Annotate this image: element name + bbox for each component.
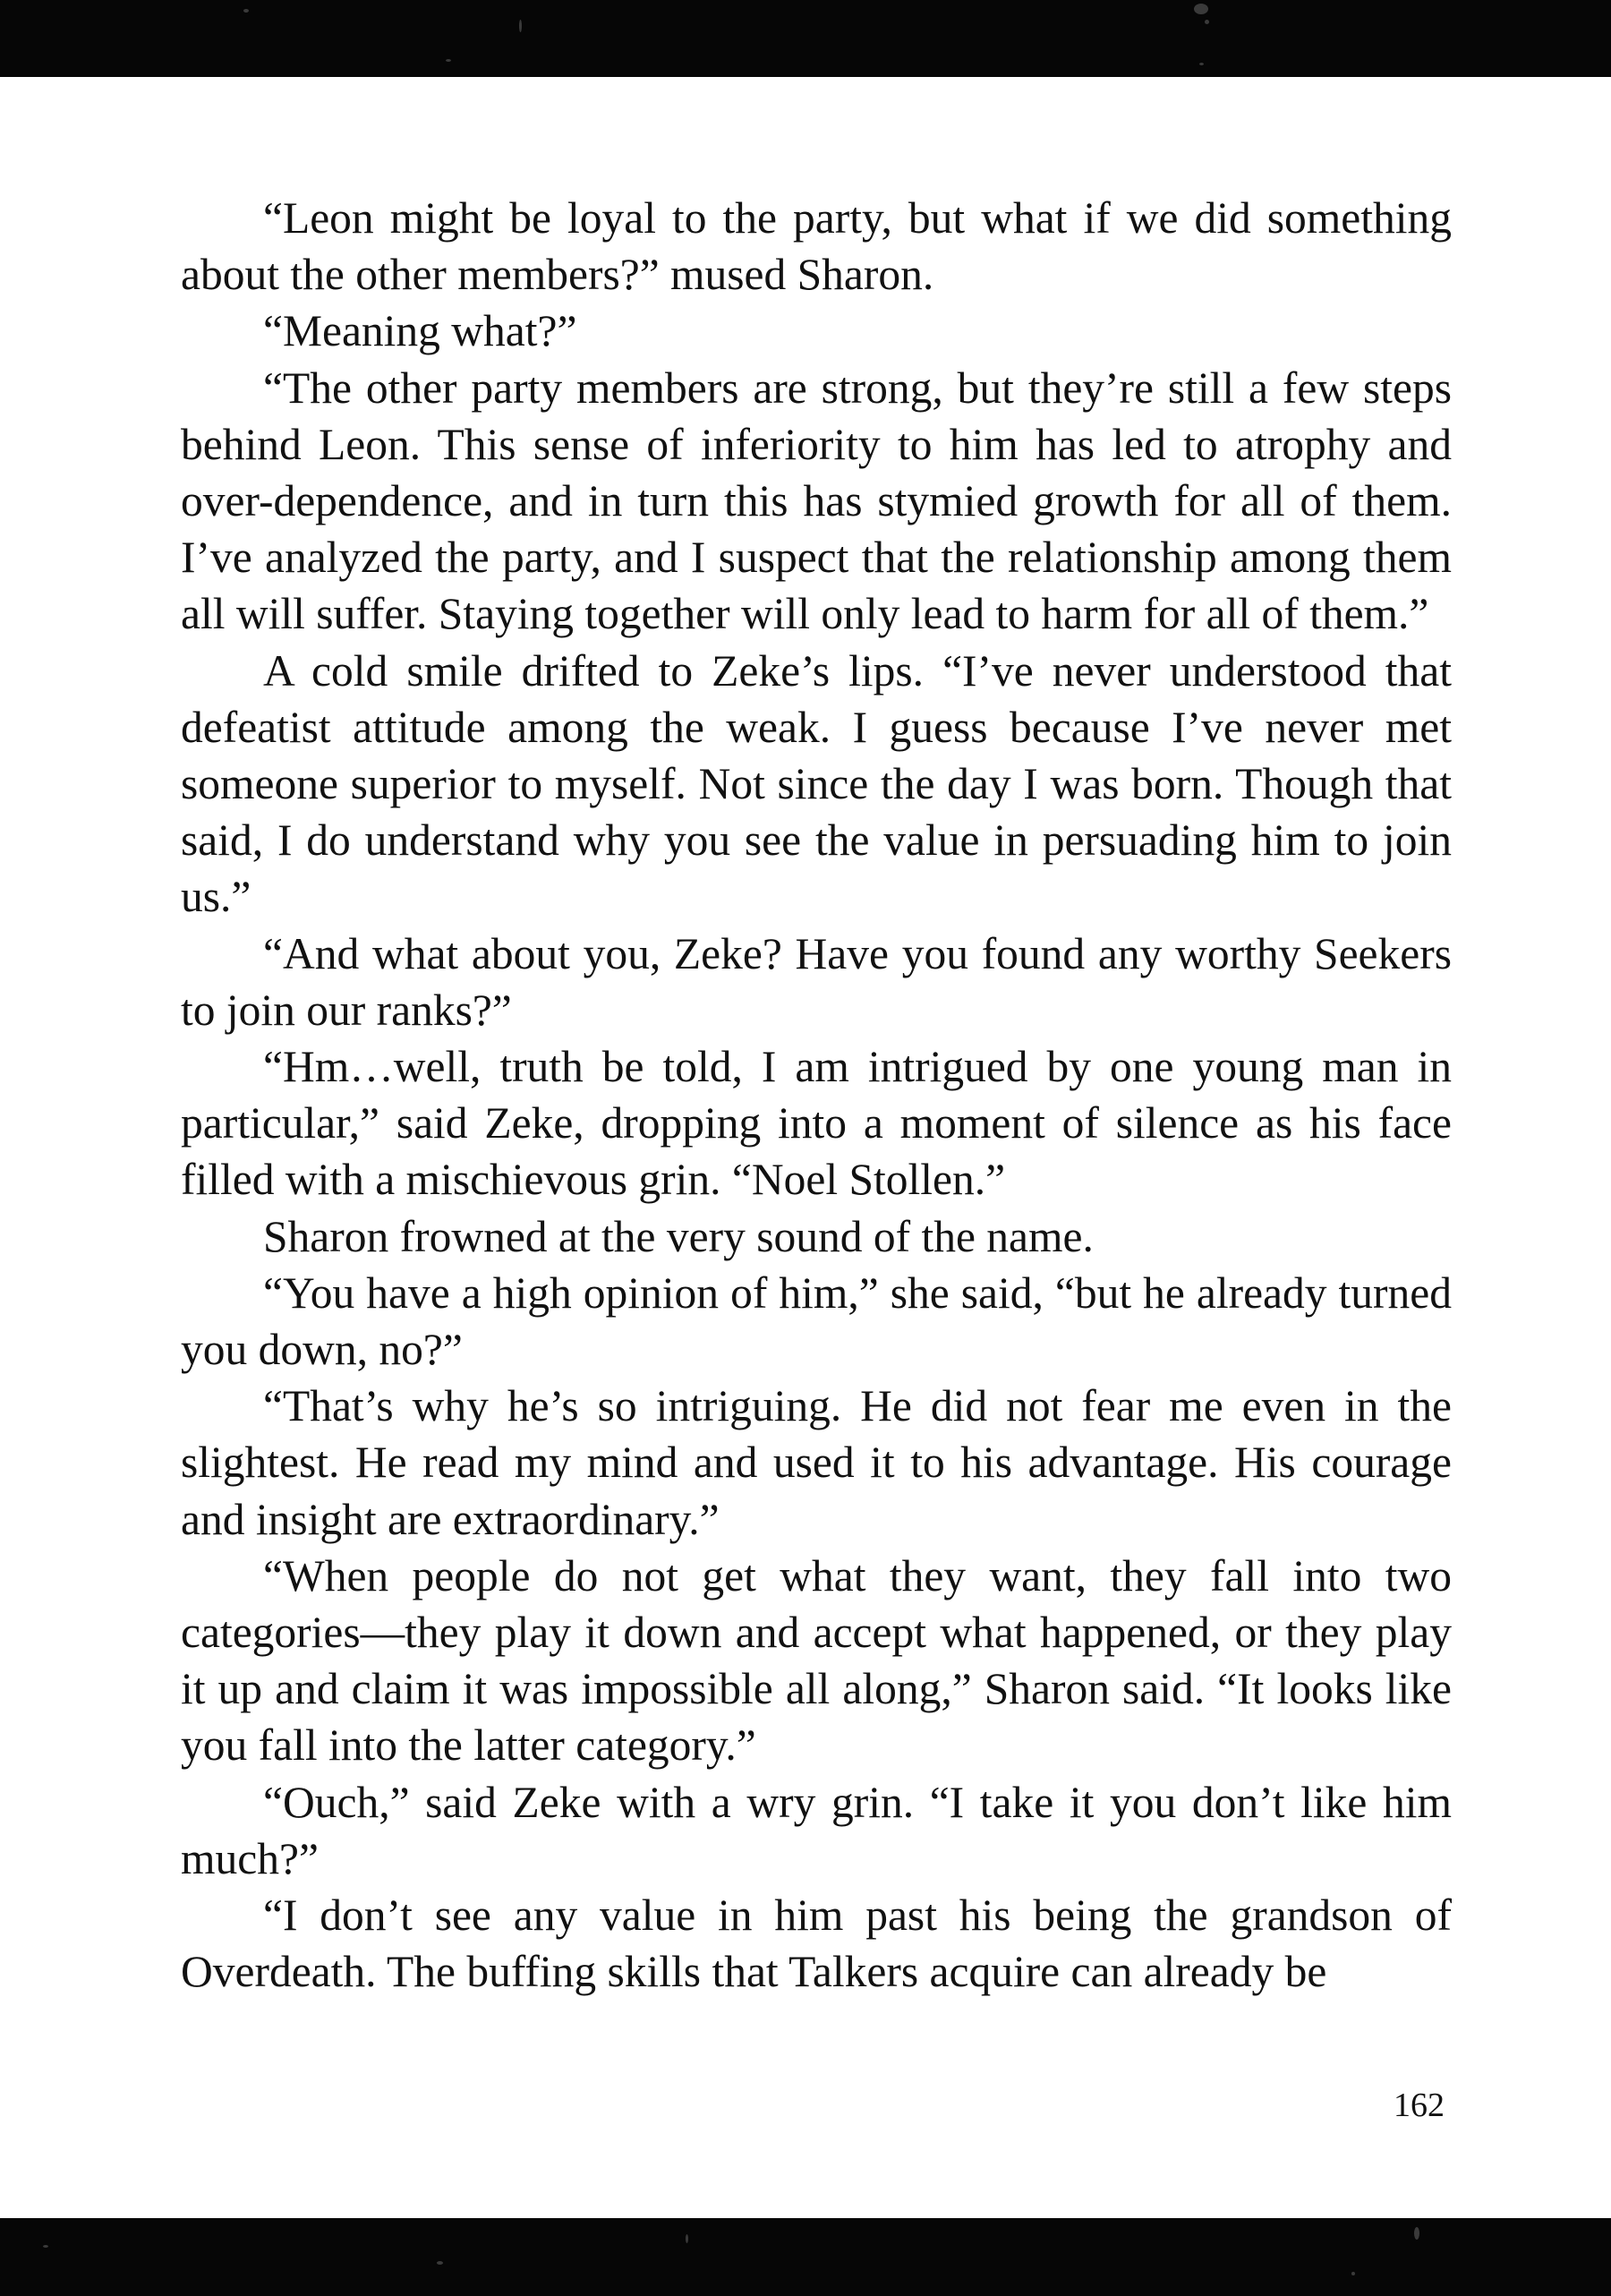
paragraph: Sharon frowned at the very sound of the name. — [263, 1211, 1094, 1261]
paragraph: “The other party members are strong, but they’re still a few steps behind Leon. This sense of inferiority to him has led to atrophy and over-dependence, and in turn this has stymied growth for all of them. I’ve analyzed the party, and I suspect that the relationship among them all will suffer. Staying together will only lead to harm for all of them.” — [181, 363, 1452, 639]
paragraph: “Leon might be loyal to the party, but what if we did something about the other members?” mused Sharon. — [181, 193, 1452, 300]
paragraph: “Hm…well, truth be told, I am intrigued by one young man in particular,” said Zeke, dropping into a moment of silence as his face filled with a mischievous grin. “Noel Stollen.” — [181, 1042, 1452, 1205]
scan-border-top — [0, 0, 1611, 77]
paragraph: “You have a high opinion of him,” she said, “but he already turned you down, no?” — [181, 1267, 1452, 1375]
paragraph: A cold smile drifted to Zeke’s lips. “I’ve never understood that defeatist attitude among the weak. I guess because I’ve never met someone superior to myself. Not since the day I was born. Though that said, I do understand why you see the value in persuading him to join us.” — [181, 645, 1452, 922]
paragraph: “And what about you, Zeke? Have you found any worthy Seekers to join our ranks?” — [181, 928, 1452, 1035]
paragraph: “I don’t see any value in him past his being the grandson of Overdeath. The buffing skills that Talkers acquire can already be — [181, 1891, 1452, 1997]
body-text — [181, 190, 1452, 2001]
scan-border-bottom — [0, 2218, 1611, 2296]
paragraph: “Ouch,” said Zeke with a wry grin. “I take it you don’t like him much?” — [181, 1777, 1452, 1883]
paragraph: “When people do not get what they want, they fall into two categories—they play it down and accept what happened, or they play it up and claim it was impossible all along,” Sharon said. “It looks like you fall into the latter category.” — [181, 1550, 1452, 1771]
paragraph: “That’s why he’s so intriguing. He did not fear me even in the slightest. He read my mind and used it to his advantage. His courage and insight are extraordinary.” — [181, 1381, 1452, 1544]
page-number: 162 — [1394, 2087, 1445, 2124]
paragraph: “Meaning what?” — [263, 306, 577, 356]
